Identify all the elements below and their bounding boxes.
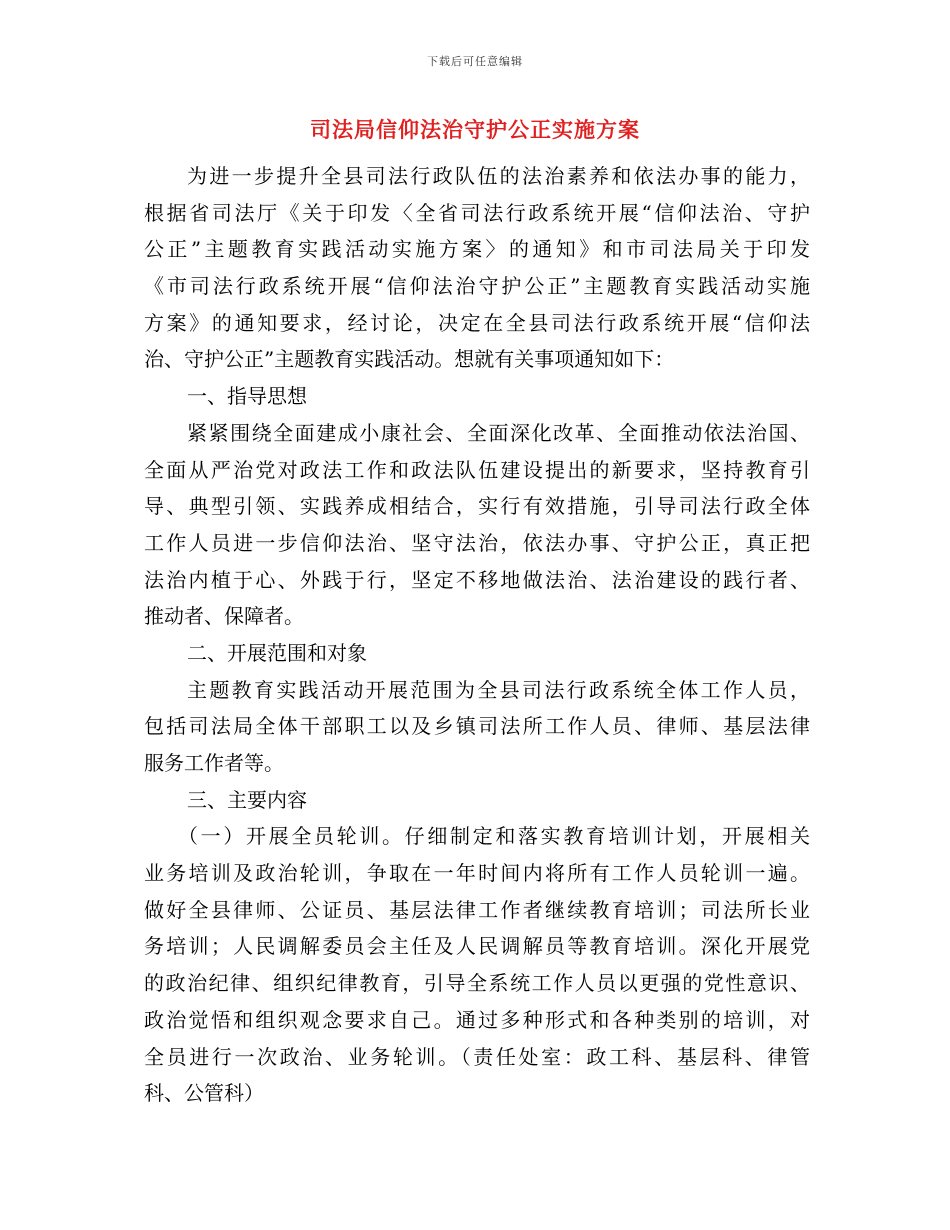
paragraph-line: 治、守护公正”主题教育实践活动。想就有关事项通知如下：: [144, 347, 675, 372]
section-heading: 一、指导思想: [187, 384, 307, 409]
section-heading: 二、开展范围和对象: [187, 640, 367, 665]
paragraph-line: 做好全县律师、公证员、基层法律工作者继续教育培训；司法所长业: [144, 897, 810, 922]
paragraph-line: 全面从严治党对政法工作和政法队伍建设提出的新要求，坚持教育引: [144, 457, 810, 482]
paragraph-line: 导、典型引领、实践养成相结合，实行有效措施，引导司法行政全体: [144, 494, 810, 519]
paragraph-line: 政治觉悟和组织观念要求自己。通过多种形式和各种类别的培训，对: [144, 1007, 810, 1032]
paragraph-line: （一）开展全员轮训。仔细制定和落实教育培训计划，开展相关: [178, 824, 810, 849]
paragraph-line: 方案》的通知要求，经讨论，决定在全县司法行政系统开展“信仰法: [144, 310, 810, 335]
document-body: [144, 158, 810, 1112]
paragraph-line: 根据省司法厅《关于印发〈全省司法行政系统开展“信仰法治、守护: [144, 200, 810, 225]
paragraph-line: 推动者、保障者。: [144, 604, 304, 629]
page-title: 司法局信仰法治守护公正实施方案: [310, 118, 640, 142]
section-heading: 三、主要内容: [187, 787, 307, 812]
paragraph-line: 业务培训及政治轮训，争取在一年时间内将所有工作人员轮训一遍。: [144, 861, 810, 886]
paragraph-line: 紧紧围绕全面建成小康社会、全面深化改革、全面推动依法治国、: [187, 420, 810, 445]
paragraph-line: 务培训；人民调解委员会主任及人民调解员等教育培训。深化开展党: [144, 934, 810, 959]
paragraph-line: 的政治纪律、组织纪律教育，引导全系统工作人员以更强的党性意识、: [144, 971, 810, 996]
paragraph-line: 法治内植于心、外践于行，坚定不移地做法治、法治建设的践行者、: [144, 567, 810, 592]
paragraph-line: 公正”主题教育实践活动实施方案〉的通知》和市司法局关于印发: [144, 237, 810, 262]
paragraph-line: 主题教育实践活动开展范围为全县司法行政系统全体工作人员，: [187, 677, 810, 702]
paragraph-line: 《市司法行政系统开展“信仰法治守护公正”主题教育实践活动实施: [144, 274, 810, 299]
header-note: 下载后可任意编辑: [427, 55, 523, 68]
paragraph-line: 服务工作者等。: [144, 751, 284, 775]
paragraph-line: 工作人员进一步信仰法治、坚守法治，依法办事、守护公正，真正把: [144, 530, 810, 555]
paragraph-line: 全员进行一次政治、业务轮训。（责任处室：政工科、基层科、律管: [144, 1044, 810, 1069]
paragraph-line: 科、公管科）: [144, 1081, 264, 1106]
paragraph-line: 包括司法局全体干部职工以及乡镇司法所工作人员、律师、基层法律: [144, 714, 810, 739]
paragraph-line: 为进一步提升全县司法行政队伍的法治素养和依法办事的能力，: [187, 164, 810, 188]
